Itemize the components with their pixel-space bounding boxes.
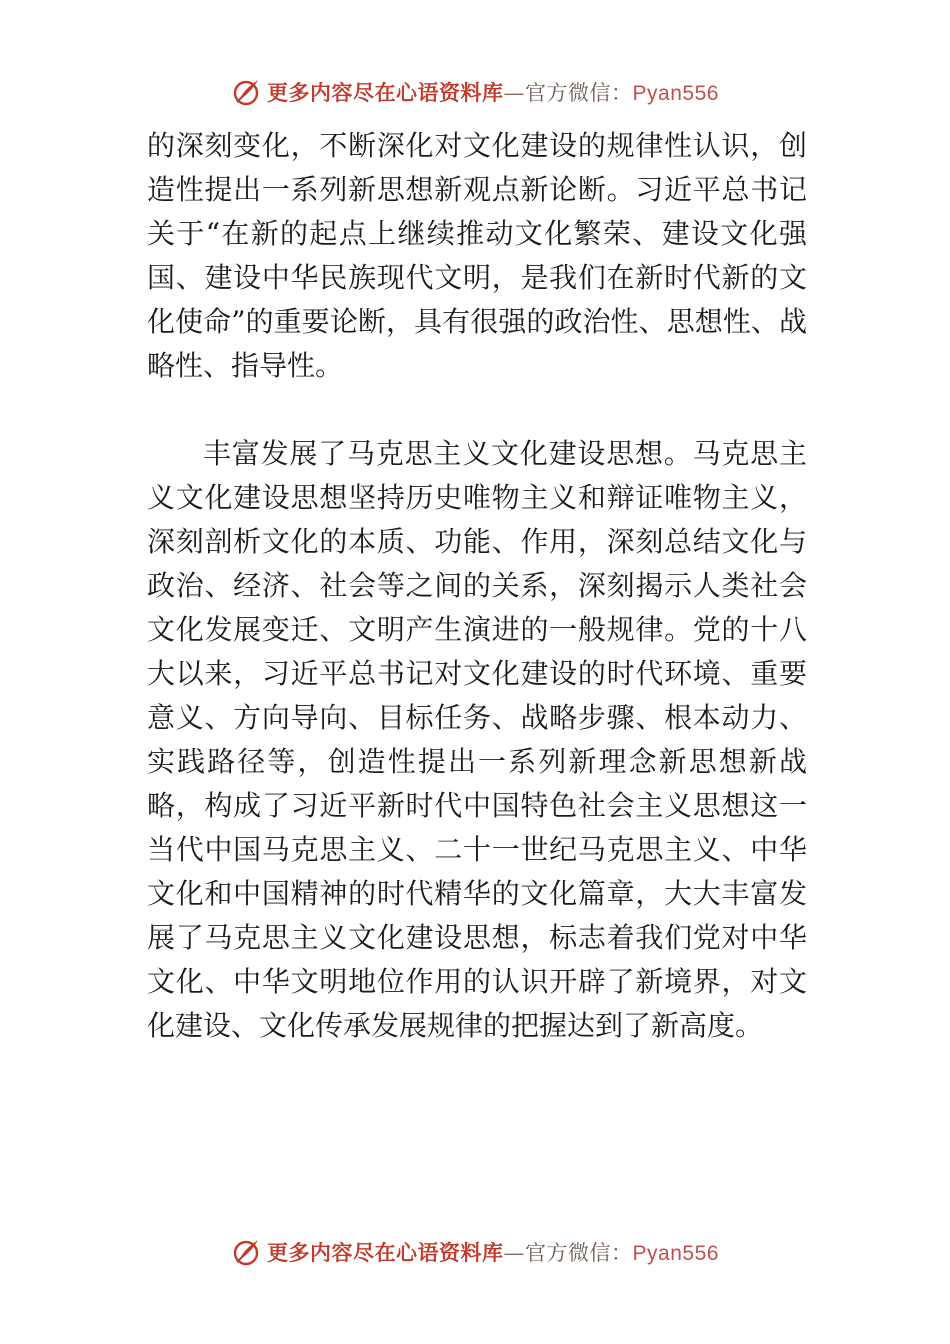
- banner-brand: 更多内容尽在心语资料库: [267, 1240, 504, 1265]
- quill-logo-icon: [231, 77, 261, 107]
- banner-wechat-id: Pyan556: [632, 1242, 719, 1265]
- footer-banner: [0, 1232, 950, 1272]
- document-body: [147, 124, 807, 1048]
- paragraph-marxist-culture: 丰富发展了马克思主义文化建设思想。马克思主义文化建设思想坚持历史唯物主义和辩证唯物主义，深刻剖析文化的本质、功能、作用，深刻总结文化与政治、经济、社会等之间的关系，深刻揭示人类社会文化发展变迁、文明产生演进的一般规律。党的十八大以来，习近平总书记对文化建设的时代环境、重要意义、方向导向、目标任务、战略步骤、根本动力、实践路径等，创造性提出一系列新理念新思想新战略，构成了习近平新时代中国特色社会主义思想这一当代中国马克思主义、二十一世纪马克思主义、中华文化和中国精神的时代精华的文化篇章，大大丰富发展了马克思主义文化建设思想，标志着我们党对中华文化、中华文明地位作用的认识开辟了新境界，对文化建设、文化传承发展规律的把握达到了新高度。: [147, 437, 807, 1042]
- banner-text: [267, 1237, 719, 1267]
- banner-wechat-label: 官方微信：: [525, 81, 633, 105]
- banner-dash: —: [503, 81, 526, 105]
- banner-brand: 更多内容尽在心语资料库: [267, 80, 504, 105]
- quill-logo-icon: [231, 1237, 261, 1267]
- banner-dash: —: [503, 1241, 526, 1265]
- header-banner: [0, 72, 950, 112]
- paragraph-continuation: 的深刻变化，不断深化对文化建设的规律性认识，创造性提出一系列新思想新观点新论断。习近平总书记关于“在新的起点上继续推动文化繁荣、建设文化强国、建设中华民族现代文明，是我们在新时代新的文化使命”的重要论断，具有很强的政治性、思想性、战略性、指导性。: [147, 129, 807, 382]
- banner-wechat-label: 官方微信：: [525, 1241, 633, 1265]
- banner-text: [267, 77, 719, 107]
- banner-wechat-id: Pyan556: [632, 82, 719, 105]
